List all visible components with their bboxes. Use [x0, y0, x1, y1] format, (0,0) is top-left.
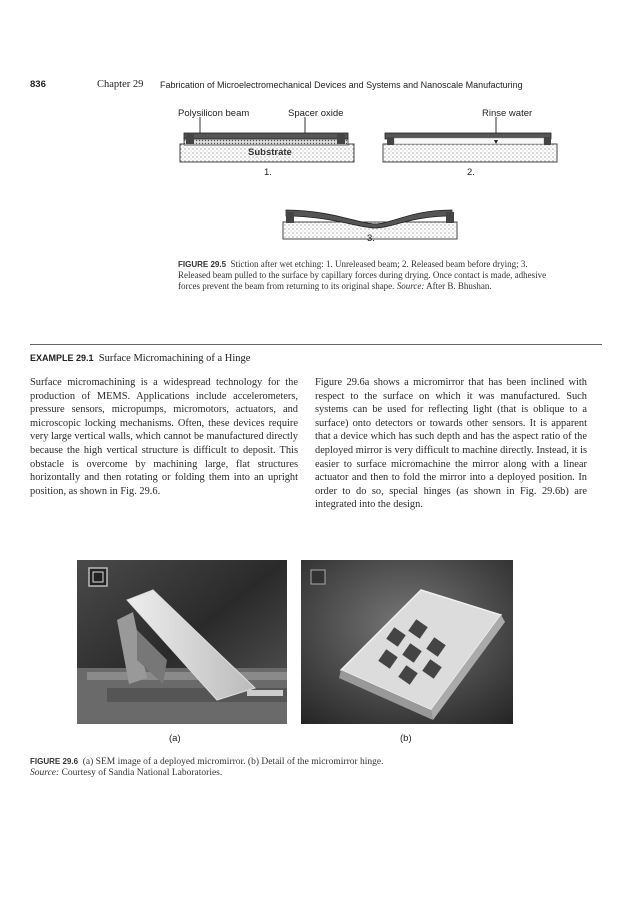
example-column-1: Surface micromachining is a widespread technology for the production of MEMS. Applications include accelerometers, pressure sensors, micropumps, micromotors, actuators, and microscopic locking mechanisms. Often, these devices require very large vertical walls, which cannot be manufactured directly because the high vertical structure is difficult to deposit. This obstacle is overcome by machining large, flat structures horizontally and then rotating or folding them into an upright position, as shown in Fig. 29.6.: [30, 377, 298, 497]
sem-image-micromirror-hinge: [301, 560, 513, 724]
chapter-title: Fabrication of Microelectromechanical Devices and Systems and Nanoscale Manufacturing: [160, 80, 523, 90]
label-rinse-water: Rinse water: [482, 108, 533, 119]
figure-29-5-caption: [178, 259, 560, 293]
stiction-diagram: [0, 100, 636, 260]
figure-29-5-source-text: After B. Bhushan.: [426, 281, 492, 292]
figure-29-6-source-text: Courtesy of Sandia National Laboratories.: [61, 768, 223, 779]
chapter-label: Chapter 29: [97, 79, 144, 90]
figure-29-5-caption-text: Stiction after wet etching: 1. Unreleased beam; 2. Released beam before drying; 3. Released beam pulled to the surface by capillary forces during drying. Once contact is made, adhesive forces prevent the beam from returning to its original shape.: [178, 259, 547, 292]
label-spacer-oxide: Spacer oxide: [288, 108, 344, 119]
diagram-2-released: [383, 117, 557, 162]
figure-29-5-source-label: Source:: [396, 281, 425, 292]
example-title: Surface Micromachining of a Hinge: [98, 353, 251, 364]
example-column-2: Figure 29.6a shows a micromirror that has been inclined with respect to the surface on which it was manufactured. Such systems can be used for reflecting light (that is oblique to a surface) onto detectors or towards other sensors. It is apparent that a device which has such depth and has the aspect ratio of the deployed mirror is very difficult to machine directly. Instead, it is easier to surface micromachine the mirror along with a linear actuator and then to fold the mirror into a deployed position. In order to do so, special hinges (as shown in Fig. 29.6b) are integrated into the design.: [315, 377, 587, 511]
label-step-3: 3.: [367, 233, 375, 244]
figure-29-6-source-label: Source:: [30, 768, 60, 779]
label-step-1: 1.: [264, 167, 272, 178]
label-figure-b: (b): [400, 733, 412, 744]
example-heading: [30, 353, 250, 364]
label-polysilicon-beam: Polysilicon beam: [178, 108, 250, 119]
figure-29-6-caption-text: (a) SEM image of a deployed micromirror. (b) Detail of the micromirror hinge.: [82, 757, 384, 767]
example-divider: [30, 344, 602, 345]
sem-image-deployed-micromirror: [77, 560, 287, 724]
label-substrate: Substrate: [248, 147, 292, 158]
label-figure-a: (a): [169, 733, 181, 744]
figure-29-6-label: FIGURE 29.6: [30, 757, 79, 766]
figure-29-5-label: FIGURE 29.5: [178, 260, 227, 269]
label-step-2: 2.: [467, 167, 475, 178]
figure-29-6-caption: [30, 756, 590, 779]
page-number: 836: [30, 79, 46, 90]
example-label: EXAMPLE 29.1: [30, 353, 94, 363]
